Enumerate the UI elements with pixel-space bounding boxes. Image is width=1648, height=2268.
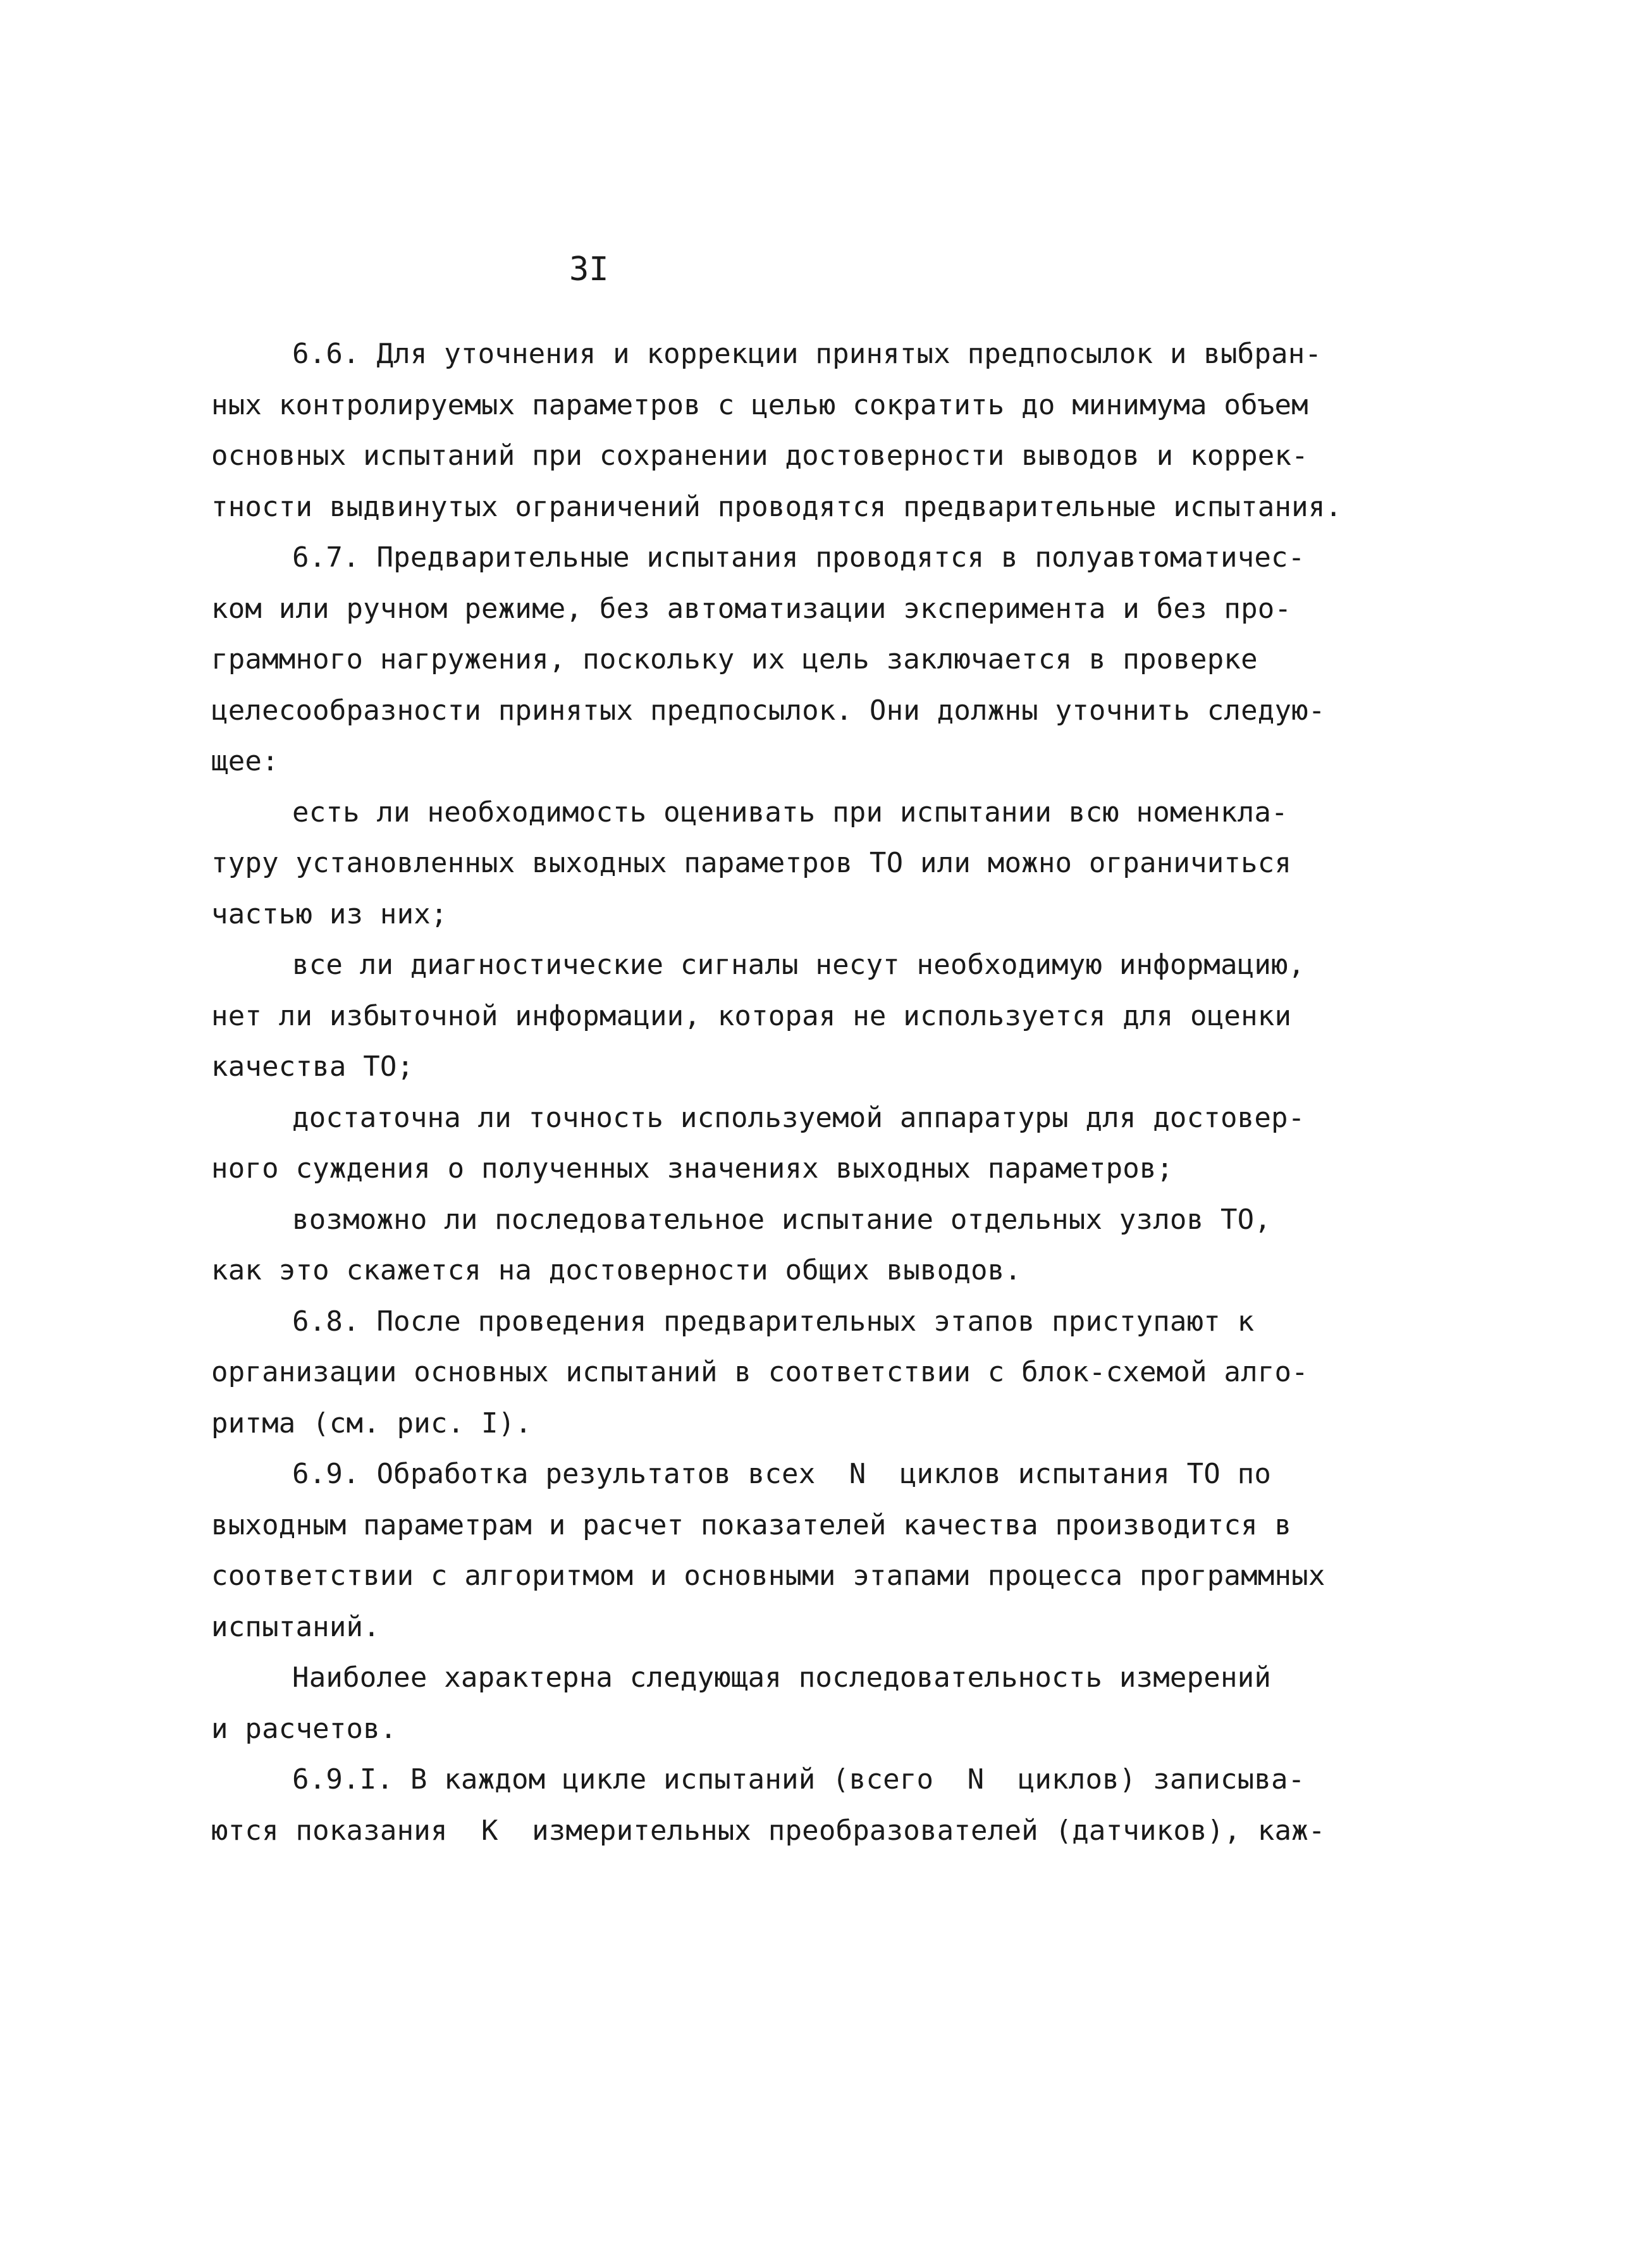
text-line: ных контролируемых параметров с целью сократить до минимума объем: [211, 388, 1308, 421]
text-line: организации основных испытаний в соответствии с блок-схемой алго-: [211, 1356, 1308, 1388]
text-line: ного суждения о полученных значениях выходных параметров;: [211, 1152, 1174, 1185]
text-line: 6.7. Предварительные испытания проводятся в полуавтоматичес-: [292, 541, 1305, 574]
text-line: основных испытаний при сохранении достоверности выводов и коррек-: [211, 440, 1308, 472]
text-line: достаточна ли точность используемой аппаратуры для достовер-: [292, 1101, 1305, 1134]
text-line: 6.8. После проведения предварительных этапов приступают к: [292, 1305, 1255, 1338]
text-line: соответствии с алгоритмом и основными этапами процесса программных: [211, 1560, 1325, 1592]
text-line: щее:: [211, 745, 279, 777]
text-line: тности выдвинутых ограничений проводятся предварительные испытания.: [211, 490, 1343, 523]
page-number: 3I: [569, 250, 609, 288]
text-line: нет ли избыточной информации, которая не используется для оценки: [211, 999, 1292, 1032]
text-line: 6.9.I. В каждом цикле испытаний (всего N циклов) записыва-: [292, 1763, 1305, 1796]
text-line: целесообразности принятых предпосылок. Они должны уточнить следую-: [211, 694, 1325, 727]
text-line: ются показания К измерительных преобразователей (датчиков), каж-: [211, 1814, 1325, 1847]
text-line: выходным параметрам и расчет показателей качества производится в: [211, 1508, 1292, 1541]
text-line: 6.6. Для уточнения и коррекции принятых предпосылок и выбран-: [292, 338, 1322, 370]
text-line: все ли диагностические сигналы несут необходимую информацию,: [292, 949, 1305, 981]
text-line: 6.9. Обработка результатов всех N циклов испытания ТО по: [292, 1458, 1272, 1490]
text-line: качества ТО;: [211, 1051, 414, 1083]
text-line: испытаний.: [211, 1610, 380, 1643]
text-line: ритма (см. рис. I).: [211, 1407, 532, 1439]
text-line: как это скажется на достоверности общих выводов.: [211, 1254, 1022, 1286]
text-line: возможно ли последовательное испытание отдельных узлов ТО,: [292, 1203, 1272, 1236]
text-line: граммного нагружения, поскольку их цель заключается в проверке: [211, 643, 1258, 675]
text-line: туру установленных выходных параметров ТО или можно ограничиться: [211, 847, 1292, 879]
text-line: ком или ручном режиме, без автоматизации эксперимента и без про-: [211, 592, 1292, 625]
text-line: Наиболее характерна следующая последовательность измерений: [292, 1661, 1272, 1694]
text-line: частью из них;: [211, 897, 448, 930]
text-line: есть ли необходимость оценивать при испытании всю номенкла-: [292, 796, 1288, 829]
text-line: и расчетов.: [211, 1712, 397, 1745]
body-text: [211, 329, 1476, 1856]
